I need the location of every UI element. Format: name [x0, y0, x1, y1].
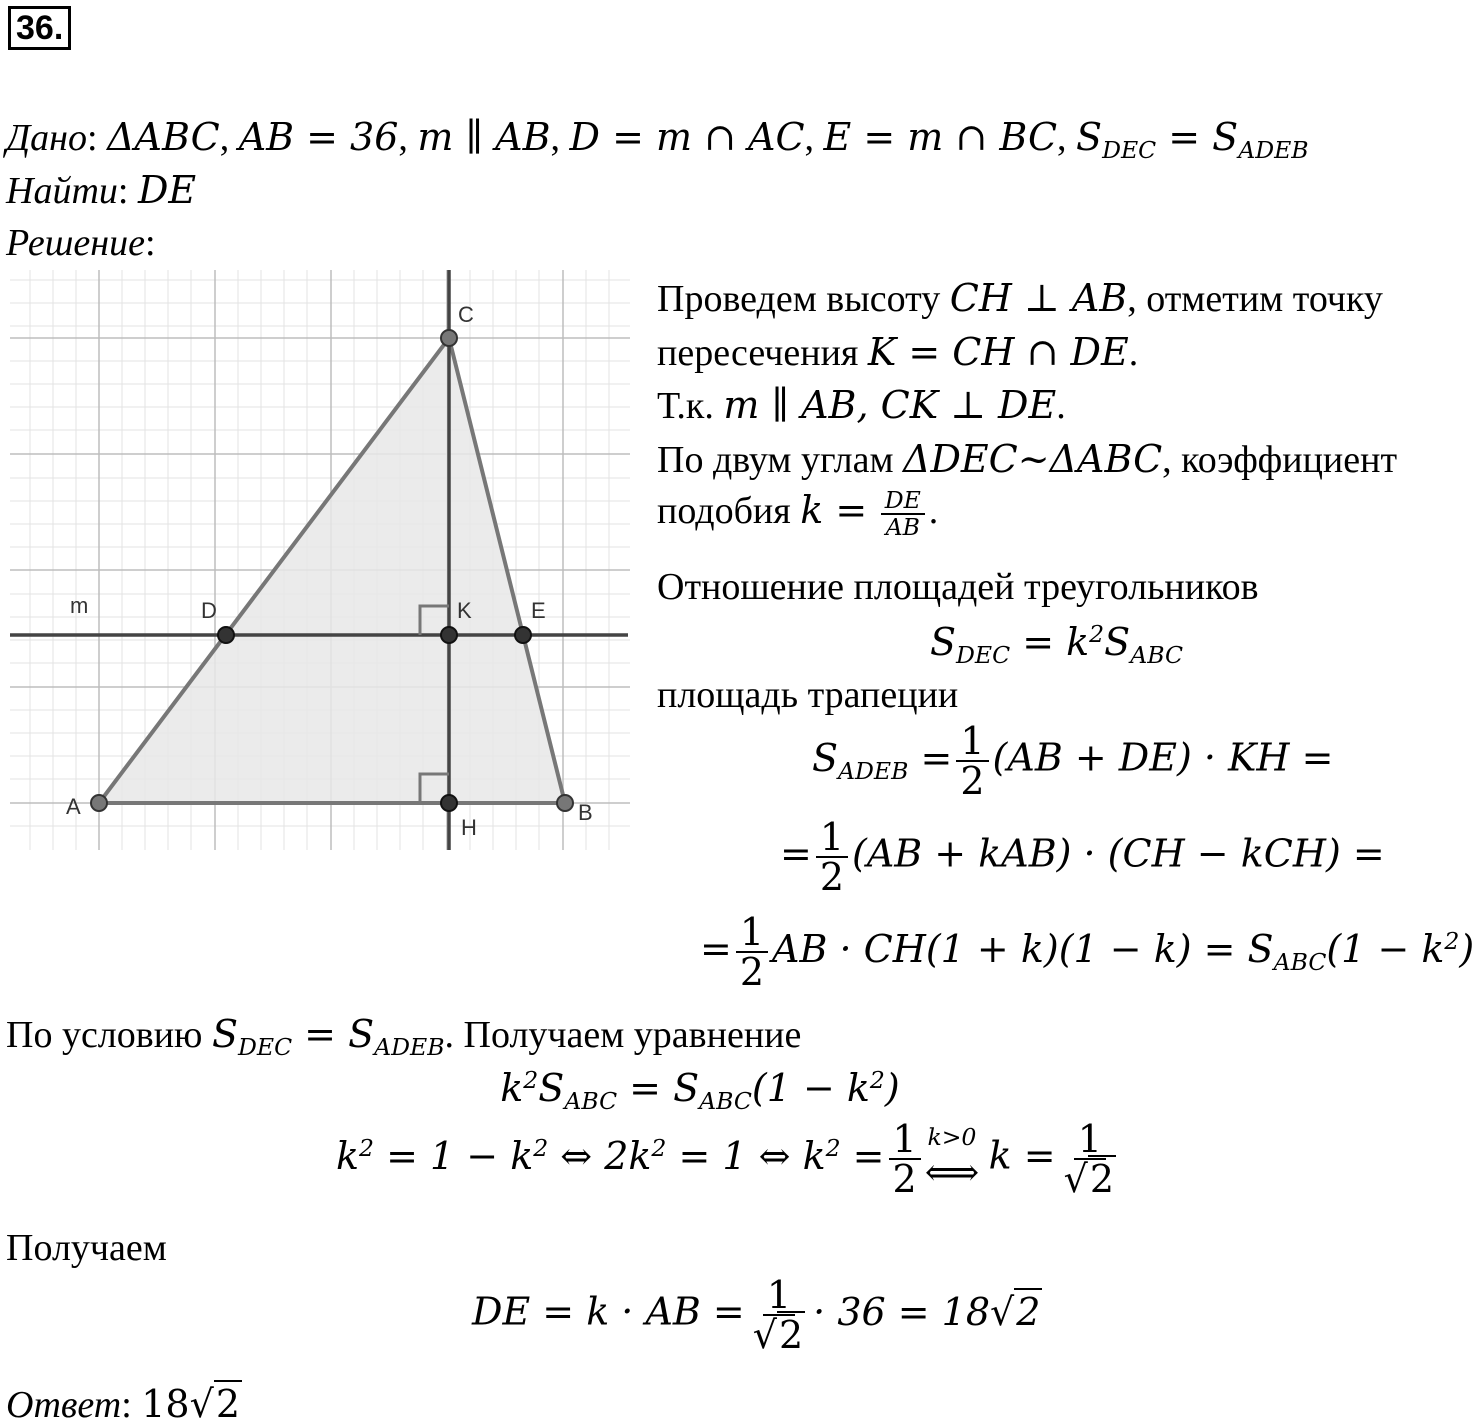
point-h — [441, 795, 457, 811]
label-m: m — [70, 593, 89, 618]
answer-label: Ответ — [6, 1384, 122, 1426]
step-2: пересечения K = CH ∩ DE. — [657, 330, 1139, 374]
given-line: Дано: ΔABC, AB = 36, m ∥ AB, D = m ∩ AC, E = m ∩ BC, $S_{DEC} = S_{ADEB}$ — [6, 115, 1309, 165]
label-k: K — [457, 598, 472, 623]
find-value: DE — [137, 168, 197, 212]
find-line: Найти: DE — [6, 168, 197, 212]
formula-trap-1: $S_{ADEB}$ = $\frac{1}{2}$ (AB + DE) · KH = — [812, 719, 1334, 803]
solution-heading: Решение: — [6, 222, 156, 264]
step-3: Т.к. m ∥ AB, CK ⊥ DE. — [657, 383, 1066, 427]
formula-trap-3: = $\frac{1}{2}$ AB · $CH(1 + k)(1 - k) = S_{ABC}(1 - k^2)$ — [700, 910, 1474, 994]
label-e: E — [531, 598, 546, 623]
formula-de: DE = k · AB = $\frac{1}{√2}$ · 36 = 18√2 — [472, 1273, 1041, 1357]
step-6: Отношение площадей треугольников — [657, 566, 1259, 608]
step-4: По двум углам ΔDEC~ΔABC, коэффициент — [657, 437, 1398, 481]
point-e — [515, 627, 531, 643]
answer-value: 18√2 — [141, 1382, 241, 1426]
step-5: подобия k = $\frac{DE}{AB}$ . — [657, 486, 939, 541]
step-7: площадь трапеции — [657, 674, 959, 716]
step-1: Проведем высоту CH ⊥ AB, отметим точку — [657, 276, 1383, 320]
point-c — [441, 330, 457, 346]
formula-eq-1: $k^2S_{ABC} = S_{ABC}(1 - k^2)$ — [500, 1066, 900, 1116]
label-b: B — [578, 800, 593, 825]
point-a — [91, 795, 107, 811]
point-d — [218, 627, 234, 643]
given-parallel: m ∥ AB — [417, 115, 551, 159]
label-c: C — [458, 302, 474, 327]
label-d: D — [201, 598, 217, 623]
label-h: H — [461, 815, 477, 840]
point-b — [557, 795, 573, 811]
formula-trap-2: = $\frac{1}{2}$ (AB + kAB) · (CH − kCH) = — [780, 815, 1385, 899]
given-d: D = m ∩ AC — [569, 115, 805, 159]
geometry-figure — [10, 270, 630, 850]
formula-eq-2: $k^2 = 1 - k^2$ ⇔ $2k^2 = 1$ ⇔ $k^2$ = $\frac{1}{2}$ k>0 ⟺ k = $\frac{1}{√2}$ — [336, 1117, 1115, 1201]
label-a: A — [66, 794, 81, 819]
fraction-de-ab: $\frac{DE}{AB}$ — [881, 489, 925, 539]
given-area-eq: $S_{DEC} = S_{ADEB}$ — [1076, 115, 1309, 165]
given-triangle: ΔABC — [107, 115, 220, 159]
find-label: Найти — [6, 170, 118, 212]
answer-line: Ответ: 18√2 — [6, 1382, 241, 1426]
given-ab: AB = 36 — [238, 115, 399, 159]
step-9: Получаем — [6, 1227, 167, 1269]
given-label: Дано — [6, 117, 88, 159]
problem-number: 36. — [8, 6, 71, 50]
formula-area-ratio: $S_{DEC} = k^2S_{ABC}$ — [930, 620, 1183, 670]
given-e: E = m ∩ BC — [823, 115, 1058, 159]
step-8: По условию $S_{DEC} = S_{ADEB}$. Получаем уравнение — [6, 1012, 802, 1062]
point-k — [441, 627, 457, 643]
